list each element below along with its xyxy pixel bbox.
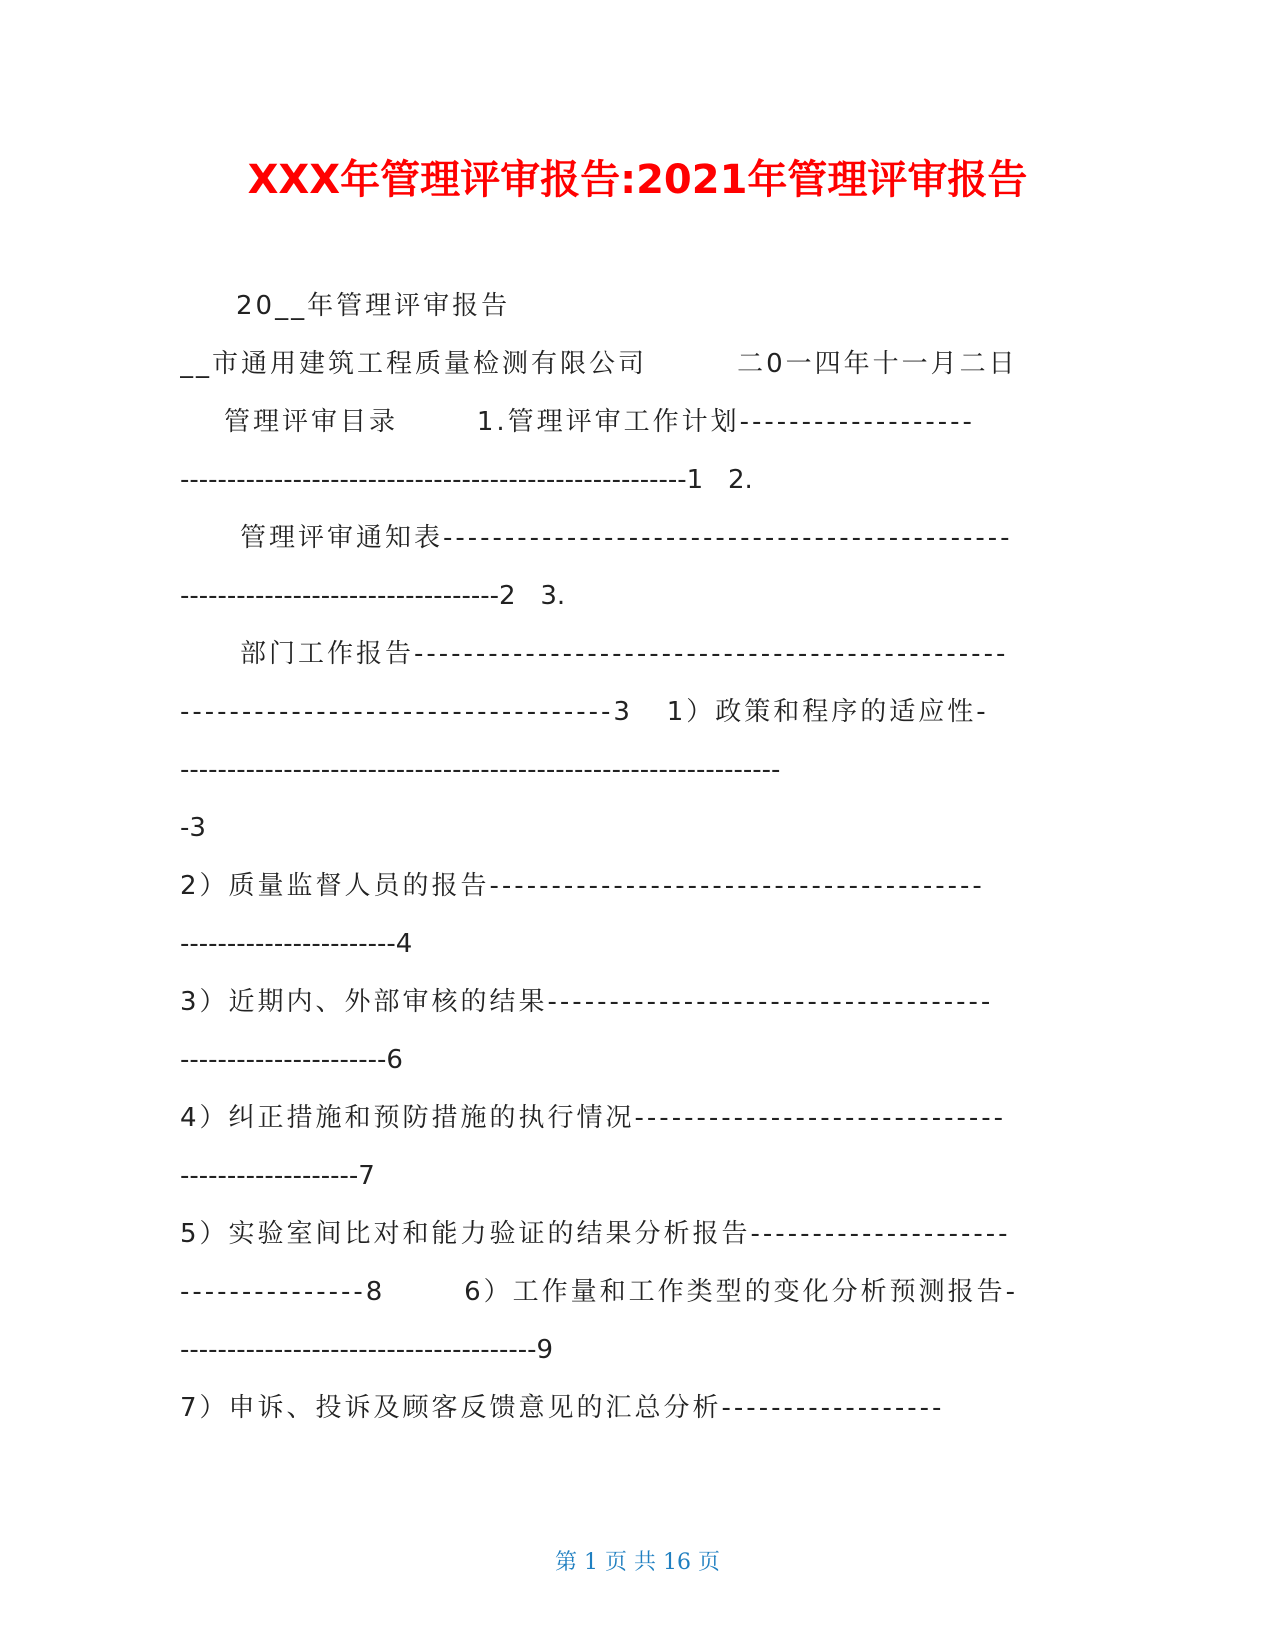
toc-line-14: -------------------7 — [180, 1161, 375, 1191]
page-number-footer: 第 1 页 共 16 页 — [555, 1550, 720, 1575]
document-title: XXX年管理评审报告:2021年管理评审报告 — [247, 157, 1028, 203]
toc-line-5: 部门工作报告------------------------------------------------ — [240, 639, 1009, 669]
toc-line-2: ------------------------------------------------------1 2. — [180, 465, 753, 495]
report-heading: 20__年管理评审报告 — [236, 291, 511, 321]
toc-line-10: -----------------------4 — [180, 929, 413, 959]
toc-line-18: 7）申诉、投诉及顾客反馈意见的汇总分析------------------ — [180, 1393, 945, 1423]
company-date-line: __市通用建筑工程质量检测有限公司 二0一四年十一月二日 — [180, 349, 1018, 379]
toc-line-3: 管理评审通知表---------------------------------------------- — [240, 523, 1013, 553]
toc-line-12: ----------------------6 — [180, 1045, 403, 1075]
toc-line-13: 4）纠正措施和预防措施的执行情况------------------------------ — [180, 1103, 1006, 1133]
toc-line-15: 5）实验室间比对和能力验证的结果分析报告--------------------- — [180, 1219, 1011, 1249]
toc-line-16: ---------------8 6）工作量和工作类型的变化分析预测报告- — [180, 1277, 1019, 1307]
toc-line-6: -----------------------------------3 1）政策和程序的适应性- — [180, 697, 989, 727]
toc-line-17: --------------------------------------9 — [180, 1335, 554, 1365]
toc-line-11: 3）近期内、外部审核的结果------------------------------------ — [180, 987, 994, 1017]
toc-line-7: ---------------------------------------------------------------- — [180, 755, 781, 785]
toc-line-4: ----------------------------------2 3. — [180, 581, 566, 611]
toc-line-1: 管理评审目录 1.管理评审工作计划------------------- — [224, 407, 975, 437]
toc-line-8: -3 — [180, 813, 206, 843]
toc-line-9: 2）质量监督人员的报告---------------------------------------- — [180, 871, 985, 901]
